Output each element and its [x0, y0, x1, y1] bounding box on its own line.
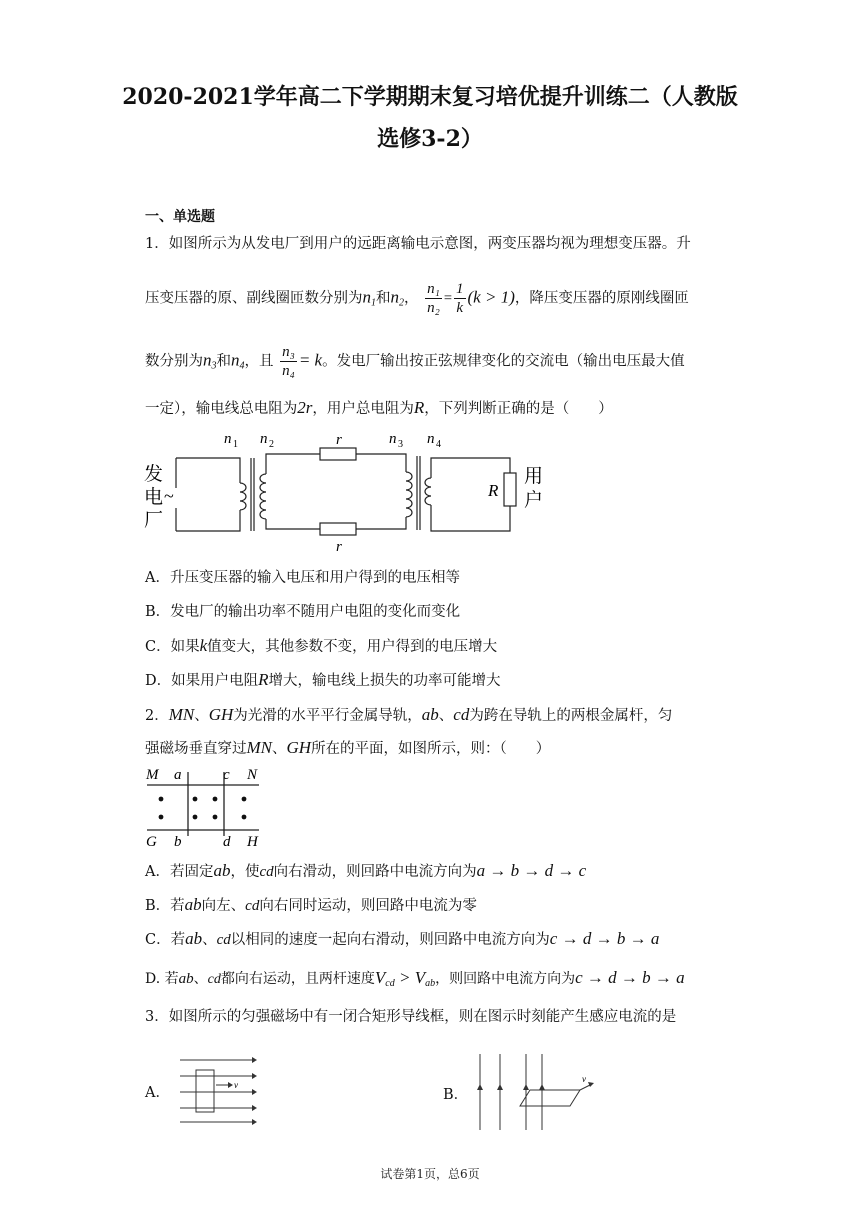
q1-line4: 一定），输电线总电阻为2r，用户总电阻为R，下列判断正确的是（ ）	[145, 398, 613, 417]
svg-text:d: d	[223, 834, 231, 850]
power-transmission-diagram	[140, 428, 560, 558]
svg-text:c: c	[223, 767, 230, 783]
q2-line2: 强磁场垂直穿过MN、GH所在的平面，如图所示，则：（ ）	[145, 738, 551, 757]
q1-option-c: C．如果k值变大，其他参数不变，用户得到的电压增大	[145, 636, 498, 655]
svg-text:G: G	[146, 834, 157, 850]
label-n1: n	[224, 431, 232, 447]
power-plant-char-2: 电	[144, 487, 164, 508]
rails-diagram	[143, 764, 273, 854]
svg-text:b: b	[174, 834, 182, 850]
section-heading: 一、单选题	[145, 209, 215, 225]
q3-option-a-label: A．	[145, 1085, 170, 1101]
svg-text:2: 2	[269, 439, 274, 450]
q1-option-d: D．如果用户电阻R增大，输电线上损失的功率可能增大	[145, 670, 501, 689]
q3-option-b-label: B．	[443, 1087, 469, 1103]
q2-option-d: D. 若ab、cd都向右运动，且两杆速度$V_{cd} > V_{ab}$，则回路中电流方向为c → d → b → a	[145, 968, 685, 989]
svg-text:v: v	[234, 1080, 238, 1090]
doc-title-line2: 选修3-2）	[377, 126, 483, 152]
svg-text:N: N	[247, 767, 258, 783]
ac-source-symbol: ~	[164, 486, 174, 506]
q1-line2: 压变压器的原、副线圈匝数分别为$n_1$和$n_2$， $\frac{\text{n₁}}{\text{n₂}}$ = $\frac{1}{k}$ (k > 1)，降压变压器的原刚线圈匝	[145, 281, 689, 316]
svg-text:4: 4	[436, 439, 441, 450]
q3-figure-a	[176, 1054, 258, 1130]
q1-ratio-fraction: $\frac{\text{n₁}}{\text{n₂}}$	[427, 281, 440, 316]
svg-text:1: 1	[233, 439, 238, 450]
power-plant-char-3: 厂	[144, 510, 164, 531]
q1-line3: 数分别为$n_3$和$n_4$，且 $\frac{\text{n₃}}{\text{n₄}}$ = k。发电厂输出按正弦规律变化的交流电（输出电压最大值	[145, 344, 685, 379]
label-n3: n	[389, 431, 397, 447]
q3-figure-b	[470, 1050, 600, 1132]
svg-text:M: M	[146, 767, 159, 783]
label-R: R	[488, 481, 499, 500]
q2-line1: 2．MN、GH为光滑的水平平行金属导轨，ab、cd为跨在导轨上的两根金属杆，匀	[145, 705, 673, 724]
label-r-top: r	[336, 432, 342, 448]
q1-option-b: B．发电厂的输出功率不随用户电阻的变化而变化	[145, 604, 461, 620]
label-n4: n	[427, 431, 435, 447]
q1-option-a: A．升压变压器的输入电压和用户得到的电压相等	[145, 570, 460, 586]
q3-line1: 3．如图所示的匀强磁场中有一闭合矩形导线框，则在图示时刻能产生感应电流的是	[145, 1009, 677, 1025]
q2-option-b: B．若ab向左、cd向右同时运动，则回路中电流为零	[145, 895, 477, 914]
svg-text:v: v	[582, 1074, 586, 1084]
q2-option-a: A．若固定ab，使cd向右滑动，则回路中电流方向为a → b → d → c	[145, 861, 587, 880]
q1-line1: 1．如图所示为从发电厂到用户的远距离输电示意图，两变压器均视为理想变压器。升	[145, 236, 691, 252]
q1-ratio2-fraction: $\frac{\text{n₃}}{\text{n₄}}$	[282, 344, 295, 379]
label-r-bottom: r	[336, 539, 342, 555]
doc-title-line1: 2020-2021学年高二下学期期末复习培优提升训练二（人教版	[122, 84, 738, 110]
label-n2: n	[260, 431, 268, 447]
svg-text:3: 3	[398, 439, 403, 450]
user-char-2: 户	[524, 490, 544, 511]
page-footer: 试卷第1页，总6页	[380, 1167, 480, 1181]
svg-text:H: H	[247, 834, 258, 850]
svg-text:a: a	[174, 767, 182, 783]
power-plant-char-1: 发	[144, 464, 164, 485]
user-char-1: 用	[524, 466, 544, 487]
q2-option-c: C．若ab、cd以相同的速度一起向右滑动，则回路中电流方向为c → d → b → a	[145, 929, 660, 948]
